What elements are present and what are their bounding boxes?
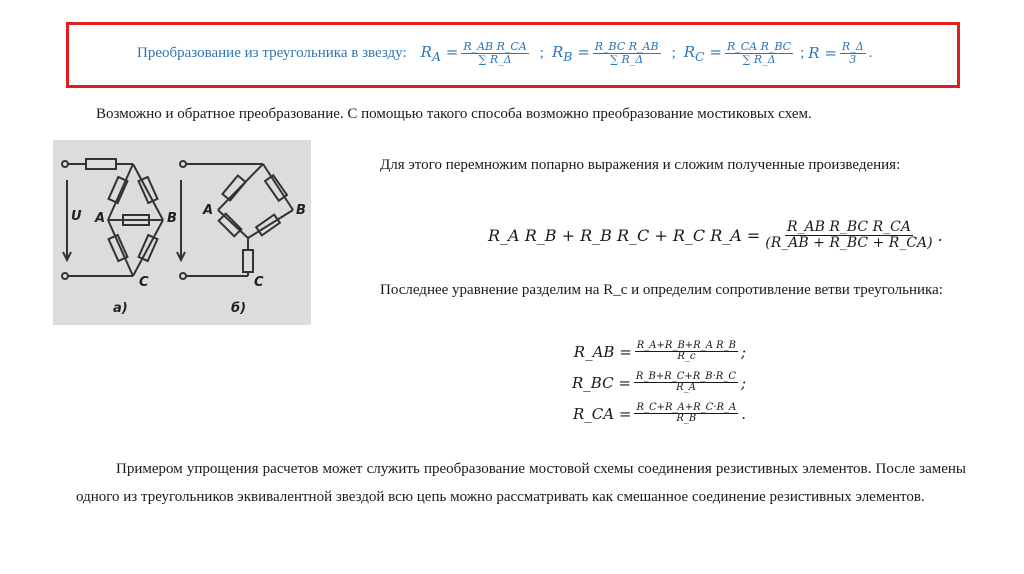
ra-fraction: $\frac{\text{R\_AB R\_CA}}{\sum R\_\Delta}$ <box>463 40 527 66</box>
label-c-2: C <box>254 275 264 290</box>
circuit-figure <box>53 140 311 325</box>
label-c: C <box>139 275 149 290</box>
paragraph-2: Последнее уравнение разделим на R_c и определим сопротивление ветви треугольника: <box>380 282 943 298</box>
circuit-diagram <box>53 140 311 325</box>
formula-label: Преобразование из треугольника в звезду: <box>137 44 407 61</box>
label-a: A <box>95 211 106 226</box>
label-u: U <box>71 209 82 224</box>
delta-star-formula-row: Преобразование из треугольника в звезду: $R_A$ = $\frac{\text{R\_AB R\_CA}}{\sum R\_\Delta}$ ; $R_B$ = $\frac{\text{R\_BC R\_AB}}{\sum R\_\Delta}$ ; $R_C$ = $\frac{\text{R\_CA R\_BC}}{\sum R\_\Delta}$ ; R = $\frac{R\_\Delta}{3}$ . <box>137 40 873 66</box>
caption-a: а) <box>113 301 128 316</box>
caption-b: б) <box>231 301 247 316</box>
paragraph-1: Для этого перемножим попарно выражения и сложим полученные произведения: <box>380 157 901 173</box>
equation-rab: R_AB = $\frac{\text{R\_A+R\_B+R\_A R\_B}}{R\_c}$ ; <box>573 339 747 362</box>
rc-lhs: $R_C$ = <box>683 42 722 64</box>
label-b: B <box>167 211 177 226</box>
ra-lhs: $R_A$ = <box>420 42 459 64</box>
equation-rbc: R_BC = $\frac{R\_B+R\_C+R\_B\cdot R\_C}{R\_A}$ ; <box>572 370 747 393</box>
rb-lhs: $R_B$ = <box>551 42 590 64</box>
intro-text: Возможно и обратное преобразование. С помощью такого способа возможно преобразование мостиковых схем. <box>96 106 812 122</box>
equation-rca: R_CA = $\frac{R\_C+R\_A+R\_C\cdot R\_A}{R\_B}$ . <box>573 401 747 424</box>
rb-fraction: $\frac{\text{R\_BC R\_AB}}{\sum R\_\Delta}$ <box>594 40 659 66</box>
label-a-2: A <box>203 203 214 218</box>
equation-list <box>572 336 746 429</box>
rc-fraction: $\frac{\text{R\_CA R\_BC}}{\sum R\_\Delta}$ <box>726 40 792 66</box>
main-equation: R_A R_B + R_B R_C + R_C R_A = $\frac{\text{R\_AB R\_BC R\_CA}}{(R\_AB + R\_BC + R\_CA)}$ . <box>488 219 943 251</box>
r-lhs: R = <box>808 44 837 63</box>
main-equation-fraction: $\frac{\text{R\_AB R\_BC R\_CA}}{(R\_AB + R\_BC + R\_CA)}$ <box>765 219 933 251</box>
label-b-2: B <box>296 203 306 218</box>
r-fraction: $\frac{R\_\Delta}{3}$ <box>841 40 864 66</box>
formula-frame <box>66 22 960 88</box>
paragraph-3: Примером упрощения расчетов может служить преобразование мостовой схемы соединения резистивных элементов. После замены одного из треугольников эквивалентной звездой всю цепь можно рассматривать как смешанное соединение резистивных элементов. <box>76 461 966 505</box>
